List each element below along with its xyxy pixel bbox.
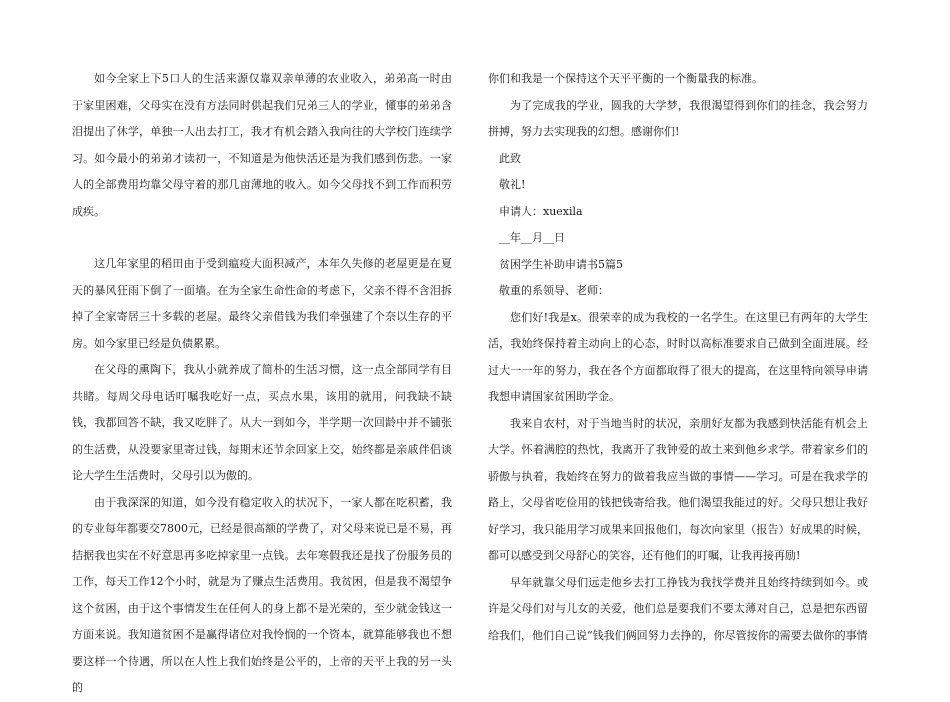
date-line: __年__月__日 xyxy=(499,231,565,244)
paragraph-family-income: 如今全家上下5口人的生活来源仅靠双亲单薄的农业收入，弟弟高一时由于家里困难，父母实在没有方法同时供起我们兄弟三人的学业，懂事的弟弟含泪提出了休学，单独一人出去打工，我才有机会踏入我向往的大学校门连续学习。如今最小的弟弟才读初一，不知道是为他快活还是为我们感到伤悲。一家人的全部费用均靠父母守着的那几亩薄地的收入。如今父母找不到工作而积劳成疾。 xyxy=(72,72,452,218)
closing-salutation: 此致 xyxy=(499,151,521,165)
paragraph-gratitude: 为了完成我的学业，圆我的大学梦，我很渴望得到你们的挂念，我会努力拼搏，努力去实现我的幻想。感谢你们! xyxy=(488,98,868,138)
paragraph-rural-background: 我来自农村，对于当地当时的状况，亲朋好友都为我感到快活能有机会上大学。怀着满腔的热忱，我离开了我钟爱的故土来到他乡求学。带着家乡们的骄傲与执着，我始终在努力的做着我应当做的事情——学习。可是在我求学的路上，父母省吃俭用的钱把钱寄给我。他们渴望我能过的好。父母只想让我好好学习，我只能用学习成果来回报他们，每次向家里（报告）好成果的时候，都可以感受到父母舒心的笑容，还有他们的叮嘱，让我再接再励! xyxy=(488,416,868,562)
greeting-line: 敬重的系领导、老师： xyxy=(499,284,609,297)
applicant-signature: 申请人：xuexila xyxy=(499,204,583,218)
section-title: 贫困学生补助申请书5篇5 xyxy=(499,257,623,271)
closing-regards: 敬礼! xyxy=(499,178,526,191)
right-column xyxy=(488,66,868,649)
paragraph-parents-work: 早年就靠父母们远走他乡去打工挣钱为我找学费并且始终持续到如今。或许是父母们对与儿女的关爱，他们总是要我们不要太薄对自己，总是把东西留给我们，他们自己说“钱我们俩回努力去挣的，你尽管按你的需要去做你的事情 xyxy=(488,575,868,642)
left-column xyxy=(72,66,452,702)
paragraph-frugal-habits: 在父母的熏陶下，我从小就养成了简朴的生活习惯，这一点全部同学有目共睹。每周父母电话叮嘱我吃好一点，买点水果，该用的就用，问我缺不缺钱，我都回答不缺，我又吃胖了。从大一到如今，半学期一次回龄中并不铺张的生活费，从没要家里寄过钱，每期末还节余回家上交，始终都是亲戚伴侣谈论大学生生活费时，父母引以为傲的。 xyxy=(72,363,452,482)
paragraph-house-collapse: 这几年家里的稻田由于受到瘟疫大面积减产，本年久失修的老屋更是在夏天的暴风狂雨下倒了一面墙。在为全家生命性命的考虑下，父亲不得不含泪拆掉了全家寄居三十多载的老屋。最终父亲借钱为我们牵强建了个奈以生存的平房。如今家里已经是负债累累。 xyxy=(72,257,452,350)
paragraph-tuition: 由于我深深的知道，如今没有稳定收入的状况下，一家人都在吃积蓄，我的专业每年都要交7800元，已经是很高额的学费了，对父母来说已是不易，再拮据我也实在不好意思再多吃掉家里一点钱。去年寒假我还是找了份服务员的工作，每天工作12个小时，就是为了赚点生活费用。我贫困，但是我不渴望争这个贫困，由于这个事情发生在任何人的身上都不是光荣的，至少就金钱这一方面来说。我知道贫困不是赢得诸位对我怜悯的一个资本，就算能够我也不想要这样一个待遇，所以在人性上我们始终是公平的，上帝的天平上我的另一头的 xyxy=(72,495,452,694)
paragraph-continuation: 你们和我是一个保持这个天平平衡的一个衡量我的标准。 xyxy=(488,72,763,85)
paragraph-introduction: 您们好!我是x。很荣幸的成为我校的一名学生。在这里已有两年的大学生活，我始终保持着主动向上的心态，时时以高标准要求自己做到全面进展。经过大一一年的努力，我在各个方面都取得了很大的提高，在这里特向领导申请我想申请国家贫困助学金。 xyxy=(488,310,868,403)
paragraph-gap xyxy=(72,225,452,251)
